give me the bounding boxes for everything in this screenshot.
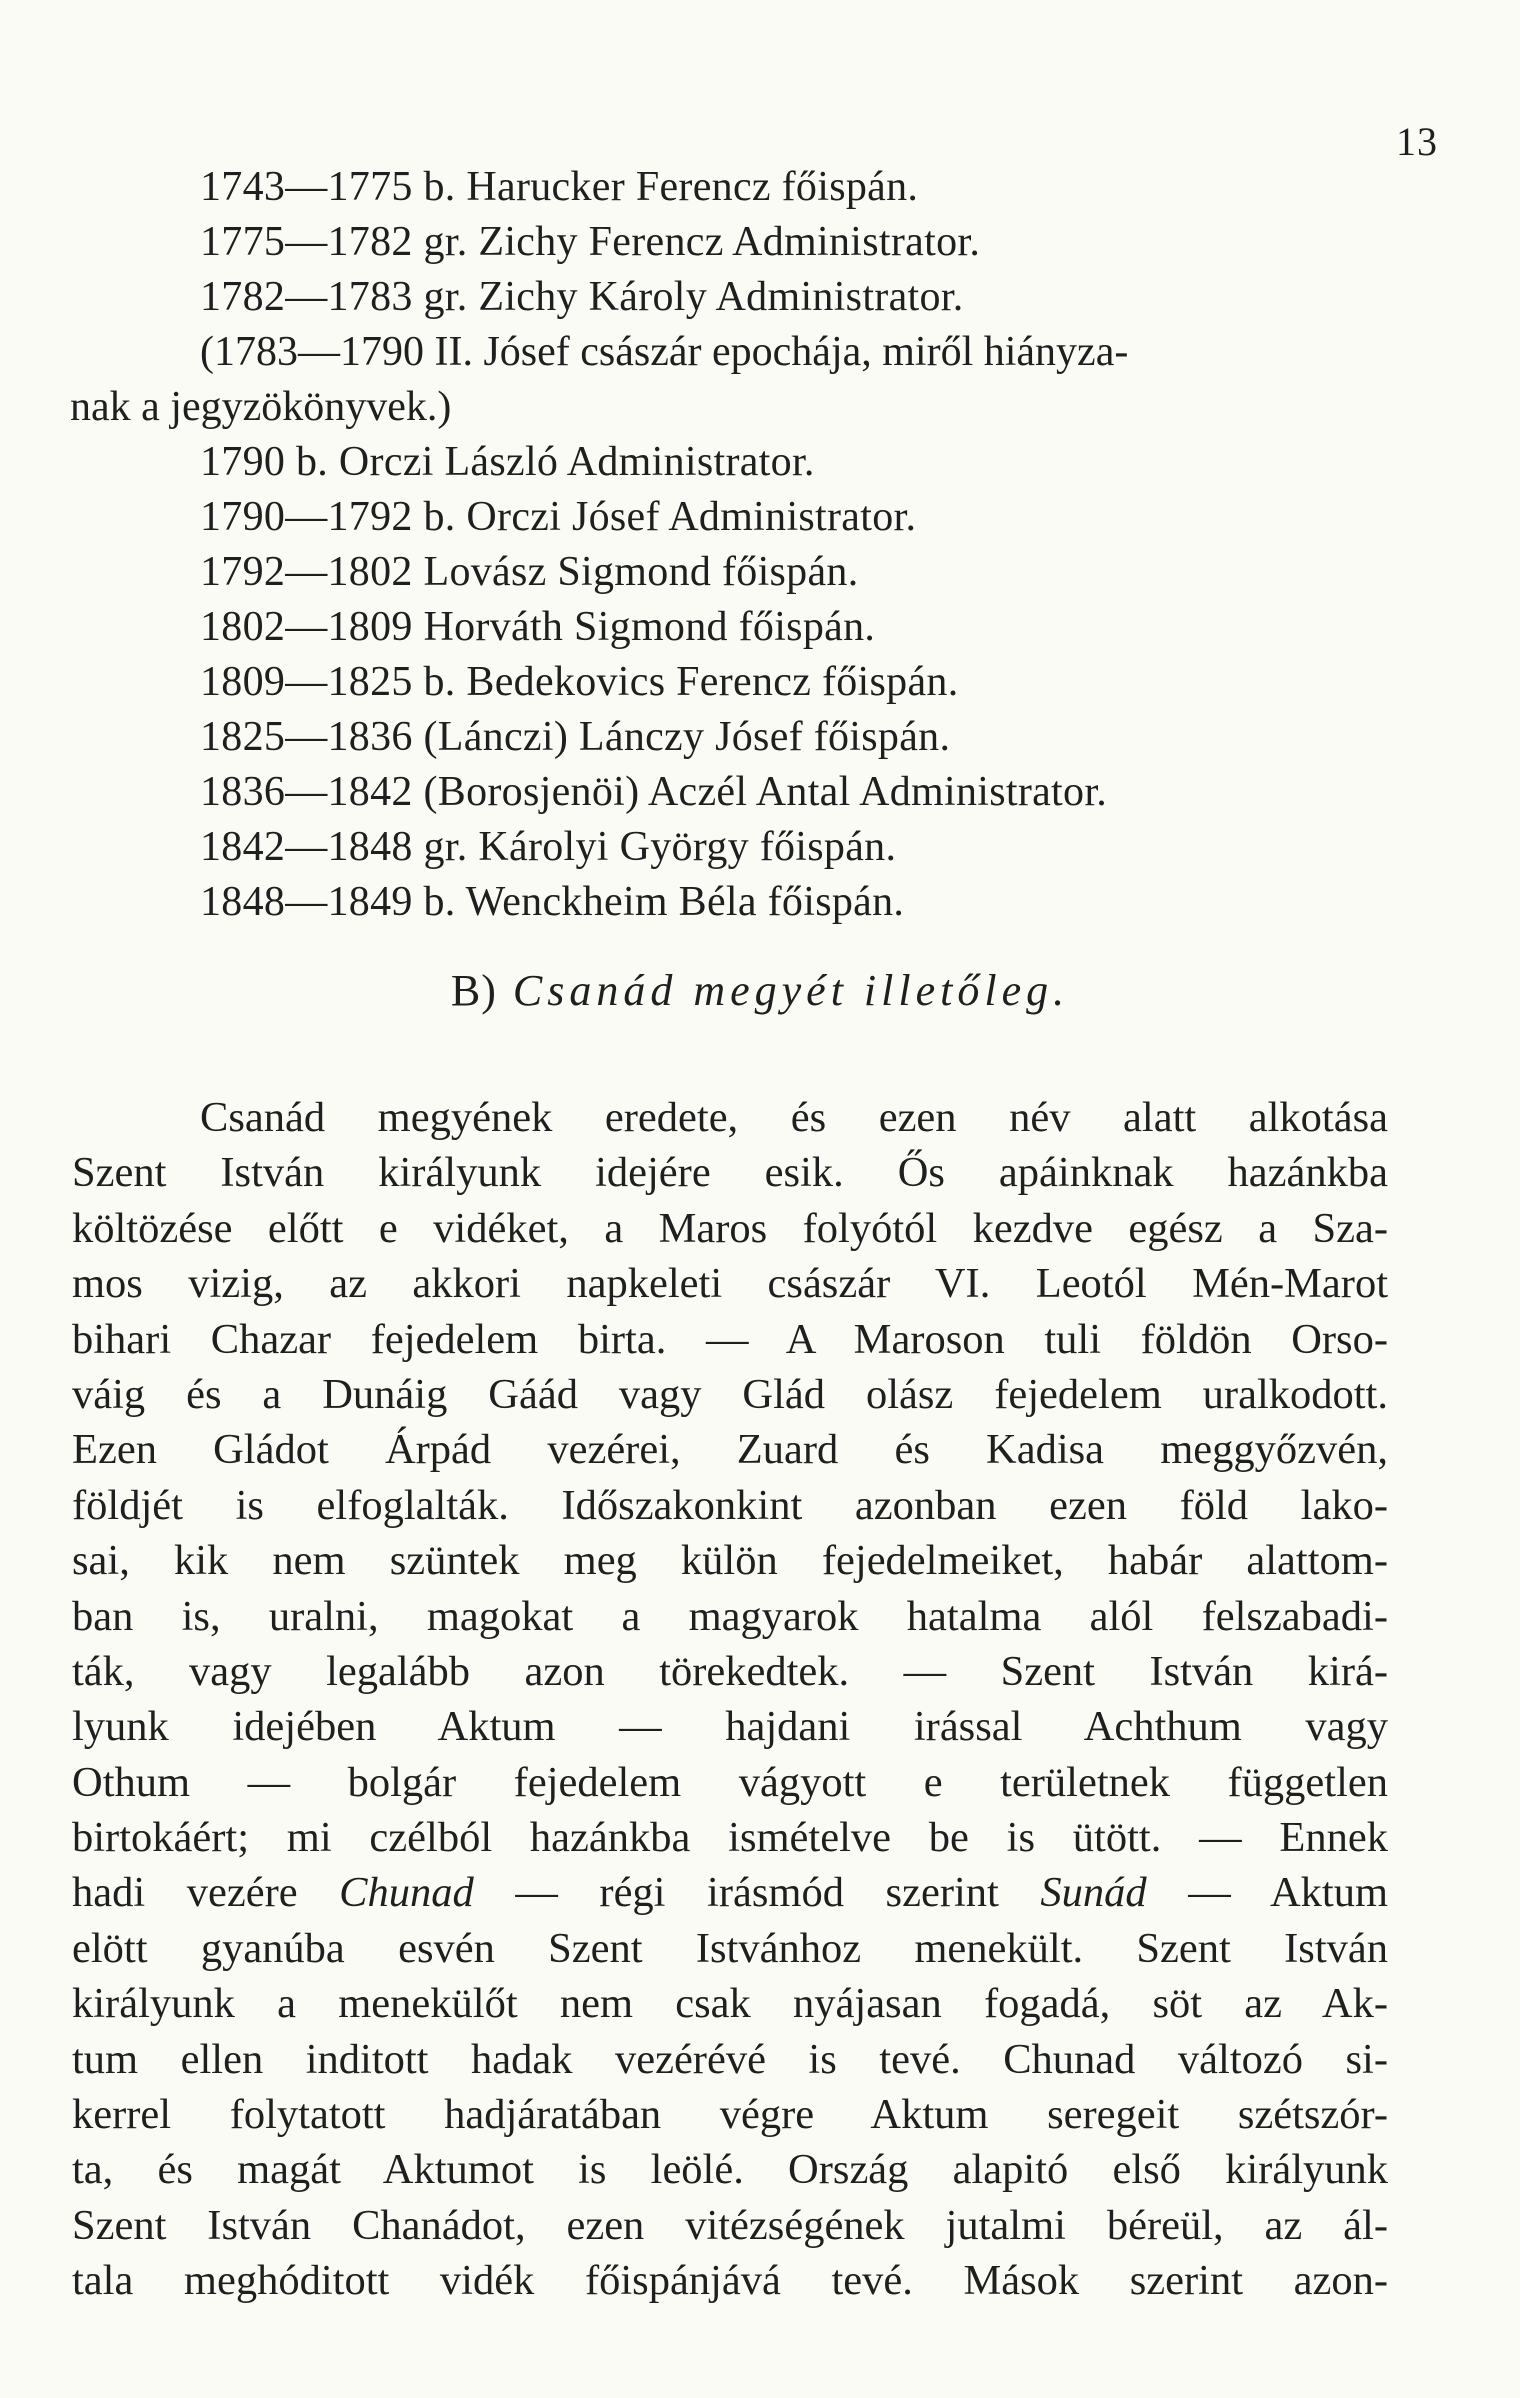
list-item: 1848—1849 b. Wenckheim Béla főispán.: [200, 879, 905, 925]
list-item: 1775—1782 gr. Zichy Ferencz Administrator.: [200, 219, 981, 265]
list-item: 1809—1825 b. Bedekovics Ferencz főispán.: [200, 659, 959, 705]
text-line: Csanád megyének eredete, és ezen név alatt alkotása: [200, 1094, 1388, 1141]
section-letter: B): [450, 966, 497, 1015]
text-line: lyunk idejében Aktum — hajdani irással Achthum vagy: [72, 1703, 1388, 1751]
list-item-continuation: nak a jegyzökönyvek.): [70, 384, 452, 430]
text-line: mos vizig, az akkori napkeleti császár VI. Leotól Mén-Marot: [72, 1260, 1388, 1308]
list-item: 1842—1848 gr. Károlyi György főispán.: [200, 824, 897, 870]
text-line: ban is, uralni, magokat a magyarok hatalma alól felszabadi-: [72, 1592, 1388, 1640]
list-item: 1802—1809 Horváth Sigmond főispán.: [200, 604, 876, 650]
text-line: ták, vagy legalább azon törekedtek. — Szent István kirá-: [72, 1647, 1388, 1695]
list-item: 1825—1836 (Lánczi) Lánczy Jósef főispán.: [200, 714, 951, 760]
list-item: 1836—1842 (Borosjenöi) Aczél Antal Administrator.: [200, 769, 1108, 815]
text-line: költözése előtt e vidéket, a Maros folyótól kezdve egész a Sza-: [72, 1204, 1388, 1252]
text-line: Othum — bolgár fejedelem vágyott e területnek független: [72, 1758, 1388, 1806]
name-chunad: Chunad: [339, 1869, 474, 1917]
page-number: 13: [1396, 119, 1438, 164]
text-line: földjét is elfoglalták. Időszakonkint azonban ezen föld lako-: [72, 1481, 1388, 1529]
text-line: tum ellen inditott hadak vezérévé is tevé. Chunad változó si-: [72, 2035, 1388, 2083]
section-title: Csanád megyét illetőleg.: [512, 966, 1070, 1015]
text-line: elött gyanúba esvén Szent Istvánhoz menekült. Szent István: [72, 1924, 1388, 1972]
list-item: (1783—1790 II. Jósef császár epochája, miről hiányza-: [200, 329, 1129, 375]
list-item: 1790 b. Orczi László Administrator.: [200, 439, 815, 485]
list-item: 1792—1802 Lovász Sigmond főispán.: [200, 549, 859, 595]
text-line: bihari Chazar fejedelem birta. — A Maroson tuli földön Orso-: [72, 1315, 1388, 1363]
text-fragment: — régi irásmód szerint: [473, 1869, 1041, 1917]
text-line: tala meghóditott vidék főispánjává tevé. Mások szerint azon-: [72, 2257, 1388, 2305]
text-line: ta, és magát Aktumot is leölé. Ország alapitó első királyunk: [72, 2146, 1388, 2194]
text-line: sai, kik nem szüntek meg külön fejedelmeiket, habár alattom-: [72, 1537, 1388, 1585]
text-fragment: — Aktum: [1146, 1869, 1388, 1917]
list-item: 1790—1792 b. Orczi Jósef Administrator.: [200, 494, 917, 540]
text-line: [72, 1865, 1388, 1920]
text-line: Ezen Gládot Árpád vezérei, Zuard és Kadisa meggyőzvén,: [72, 1426, 1388, 1474]
body-paragraph: [72, 1090, 1388, 2309]
text-line: birtokáért; mi czélból hazánkba ismételve be is ütött. — Ennek: [72, 1814, 1388, 1862]
name-sunad: Sunád: [1040, 1869, 1147, 1917]
text-line: királyunk a menekülőt nem csak nyájasan fogadá, söt az Ak-: [72, 1980, 1388, 2028]
list-item: 1782—1783 gr. Zichy Károly Administrator.: [200, 274, 964, 320]
text-fragment: hadi vezére: [72, 1869, 340, 1917]
text-line: váig és a Dunáig Gáád vagy Glád olász fejedelem uralkodott.: [72, 1370, 1388, 1418]
section-heading: [0, 965, 1520, 1016]
text-line: Szent István Chanádot, ezen vitézségének jutalmi béreül, az ál-: [72, 2201, 1388, 2249]
text-line: kerrel folytatott hadjáratában végre Aktum seregeit szétszór-: [72, 2091, 1388, 2139]
list-item: 1743—1775 b. Harucker Ferencz főispán.: [200, 164, 919, 210]
text-line: Szent István királyunk idejére esik. Ős apáinknak hazánkba: [72, 1149, 1388, 1197]
officials-list: [70, 160, 1450, 930]
